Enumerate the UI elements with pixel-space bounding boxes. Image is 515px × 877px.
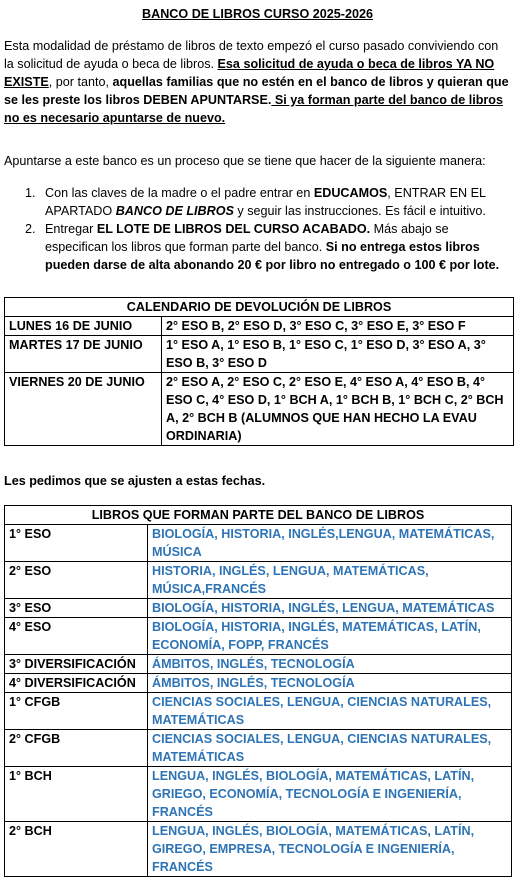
dates-note: Les pedimos que se ajusten a estas fechas. [4,474,266,488]
subjects-cell: ÁMBITOS, INGLÉS, TECNOLOGÍA [148,674,512,693]
table-row [5,317,514,336]
subjects-cell: BIOLOGÍA, HISTORIA, INGLÉS, LENGUA, MATEMÁTICAS [148,599,512,618]
table-row [5,373,514,446]
table-row [5,336,514,373]
intro-text-1: Esta modalidad de préstamo de libros de texto empezó el curso pasado conviviendo con la solicitud de ayuda o beca de libros. [4,39,499,71]
course-cell: 1° ESO [5,525,148,562]
step-2 [25,220,508,274]
table-row [5,767,512,822]
step-number: 2. [25,222,36,236]
step-text [45,184,508,220]
step-number: 1. [25,186,36,200]
step-text-b: EL LOTE DE LIBROS DEL CURSO ACABADO. [96,222,371,236]
subjects-cell: CIENCIAS SOCIALES, LENGUA, CIENCIAS NATURALES, MATEMÁTICAS [148,693,512,730]
table-row [5,693,512,730]
intro-text-3: , por tanto, [48,75,113,89]
table-row [5,599,512,618]
calendar-groups: 2° ESO B, 2° ESO D, 3° ESO C, 3° ESO E, 3° ESO F [162,317,514,336]
calendar-groups: 2° ESO A, 2° ESO C, 2° ESO E, 4° ESO A, 4° ESO B, 4° ESO C, 4° ESO D, 1° BCH A, 1° BCH B, 1° BCH C, 2° BCH A, 2° BCH B (ALUMNOS QUE HAN HECHO LA EVAU ORDINARIA) [162,373,514,446]
calendar-day: LUNES 16 DE JUNIO [5,317,162,336]
step-text-c: Más abajo se especifican los libros que forman parte del banco. [45,222,449,254]
subjects-cell: LENGUA, INGLÉS, BIOLOGÍA, MATEMÁTICAS, LATÍN, GIREGO, EMPRESA, TECNOLOGÍA E INGENIERÍA, FRANCÉS [148,822,512,877]
intro-text-2: Esa solicitud de ayuda o beca de libros YA NO EXISTE [4,57,495,89]
table-row [5,618,512,655]
course-cell: 4° DIVERSIFICACIÓN [5,674,148,693]
course-cell: 1° BCH [5,767,148,822]
books-header: LIBROS QUE FORMAN PARTE DEL BANCO DE LIBROS [5,506,512,525]
steps-list [25,184,508,274]
course-cell: 3° DIVERSIFICACIÓN [5,655,148,674]
course-cell: 2° CFGB [5,730,148,767]
course-cell: 2° ESO [5,562,148,599]
subjects-cell: LENGUA, INGLÉS, BIOLOGÍA, MATEMÁTICAS, LATÍN, GRIEGO, ECONOMÍA, TECNOLOGÍA E INGENIERÍA, FRANCÉS [148,767,512,822]
intro-paragraph [4,37,509,127]
step-text-a: Entregar [45,222,97,236]
calendar-groups: 1° ESO A, 1° ESO B, 1° ESO C, 1° ESO D, 3° ESO A, 3° ESO B, 3° ESO D [162,336,514,373]
subjects-cell: HISTORIA, INGLÉS, LENGUA, MATEMÁTICAS, MÚSICA,FRANCÉS [148,562,512,599]
step-text-d: Si no entrega estos libros pueden darse de alta abonando 20 € por libro no entregado o 100 € por lote. [45,240,500,272]
calendar-header: CALENDARIO DE DEVOLUCIÓN DE LIBROS [5,298,514,317]
document-title: BANCO DE LIBROS CURSO 2025-2026 [142,7,373,21]
subjects-cell: BIOLOGÍA, HISTORIA, INGLÉS,LENGUA, MATEMÁTICAS, MÚSICA [148,525,512,562]
step-1 [25,184,508,220]
intro-text-4: aquellas familias que no estén en el banco de libros y quieran que se les preste los libros DEBEN APUNTARSE. [4,75,509,107]
table-row [5,655,512,674]
step-text-a: Con las claves de la madre o el padre entrar en [45,186,314,200]
intro-text-5: Si ya forman parte del banco de libros no es necesario apuntarse de nuevo. [4,93,503,125]
table-row [5,730,512,767]
step-text-b: EDUCAMOS [313,186,388,200]
course-cell: 1° CFGB [5,693,148,730]
calendar-table [4,297,514,446]
course-cell: 3° ESO [5,599,148,618]
table-row [5,822,512,877]
process-paragraph: Apuntarse a este banco es un proceso que se tiene que hacer de la siguiente manera: [4,154,486,168]
calendar-day: VIERNES 20 DE JUNIO [5,373,162,446]
subjects-cell: ÁMBITOS, INGLÉS, TECNOLOGÍA [148,655,512,674]
course-cell: 2° BCH [5,822,148,877]
step-text-c: , ENTRAR EN EL APARTADO [45,186,486,218]
table-row [5,525,512,562]
subjects-cell: CIENCIAS SOCIALES, LENGUA, CIENCIAS NATURALES, MATEMÁTICAS [148,730,512,767]
subjects-cell: BIOLOGÍA, HISTORIA, INGLÉS, MATEMÁTICAS, LATÍN, ECONOMÍA, FOPP, FRANCÉS [148,618,512,655]
course-cell: 4° ESO [5,618,148,655]
table-row [5,674,512,693]
table-row [5,562,512,599]
step-text [45,220,508,274]
books-table [4,505,512,877]
step-text-d: BANCO DE LIBROS [115,204,234,218]
step-text-e: y seguir las instrucciones. Es fácil e intuitivo. [233,204,486,218]
calendar-day: MARTES 17 DE JUNIO [5,336,162,373]
